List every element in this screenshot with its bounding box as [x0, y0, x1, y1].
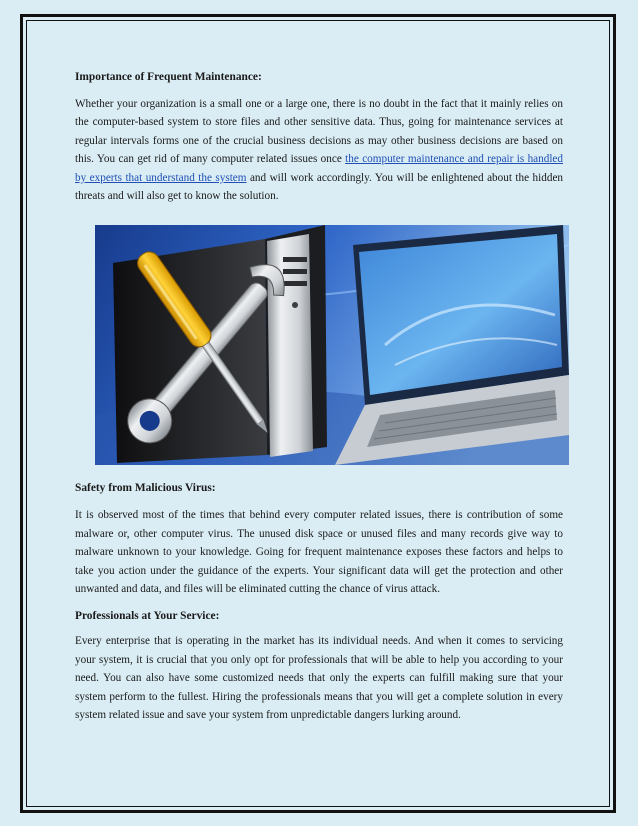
- document-body: [75, 70, 563, 725]
- section-maintenance: [75, 70, 563, 205]
- laptop: [335, 225, 569, 465]
- laptop-screen: [359, 234, 562, 395]
- computer-repair-illustration: [95, 225, 569, 465]
- section-heading: Safety from Malicious Virus:: [75, 482, 216, 495]
- section-paragraph: It is observed most of the times that behind every computer related issues, there is contribution of some malware or, other computer virus. The unused disk space or unused files and many records give way to malware unknown to your knowledge. Going for frequent maintenance exposes these factors and helps to take you action under the guidance of the experts. Your significant data will get the protection and other unwanted and data, and files will be eliminated cutting the chance of virus attack.: [75, 509, 563, 596]
- paragraph-text: and will work accordingly. You will be enlightened about the hidden threats and will also get to know the solution.: [75, 171, 563, 203]
- section-paragraph: Every enterprise that is operating in the market has its individual needs. And when it comes to servicing your system, it is crucial that you only opt for professionals that will be able to help you according to your need. You can also have some customized needs that only the experts can fulfill making sure that your system perform to the fullest. Hiring the professionals means that you will get a complete solution in every system related issue and save your system from unpredictable dangers lurking around.: [75, 635, 563, 722]
- section-paragraph: [75, 95, 563, 205]
- section-heading: Professionals at Your Service:: [75, 610, 220, 623]
- maintenance-repair-link[interactable]: the computer maintenance and repair is handled by experts that understand the system: [75, 153, 563, 184]
- section-professionals: [75, 609, 563, 724]
- section-virus: [75, 481, 563, 598]
- paragraph-text: Whether your organization is a small one or a large one, there is no doubt in the fact that it mainly relies on the computer-based system to store files and other sensitive data. Thus, going for maintenance services at regular intervals forms one of the crucial business decisions as may other business decisions are based on this. You can get rid of many computer related issues once: [75, 98, 563, 166]
- section-heading: Importance of Frequent Maintenance:: [75, 71, 262, 83]
